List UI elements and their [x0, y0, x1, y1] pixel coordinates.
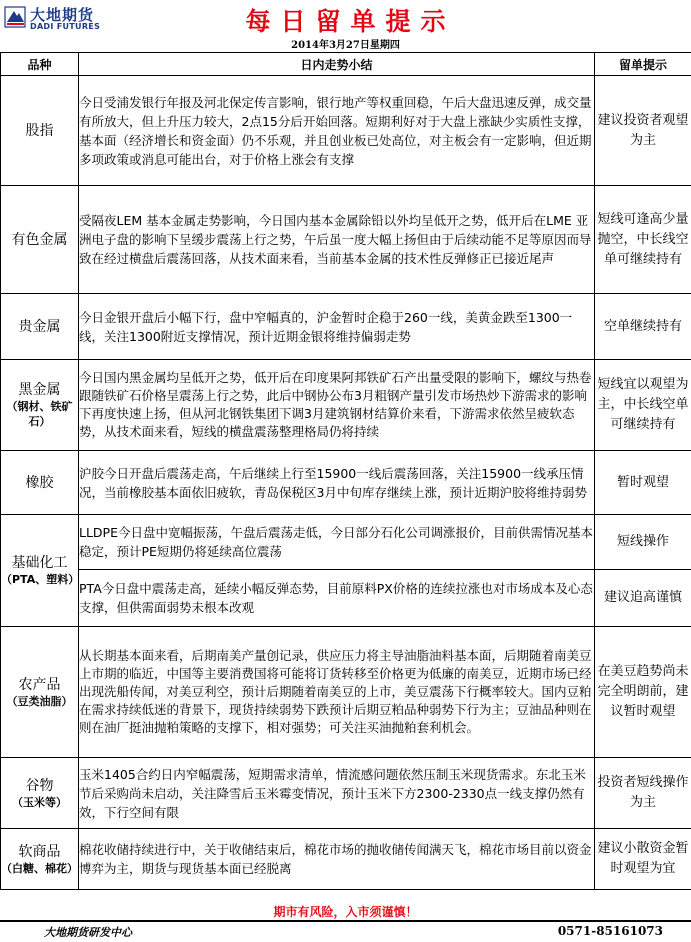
header-advice: 留单提示 — [595, 53, 691, 76]
category-name: 软商品 — [19, 844, 61, 860]
advice-cell: 建议追高谨慎 — [595, 570, 691, 627]
summary-cell: 今日国内黑金属均呈低开之势，低开后在印度果阿邦铁矿石产出量受限的影响下，螺纹与热卷跟随铁矿石价格呈震荡上行之势，此后中钢协公布3月粗钢产量引发市场热炒下游需求的影响下再度快速上扬，但从河北钢铁集团下调3月建筑钢材结算价来看，下游需求依然呈疲软态势，从技术面来看，短线的横盘震荡整理格局仍将持续 — [79, 360, 595, 451]
summary-cell: LLDPE今日盘中宽幅振荡，午盘后震荡走低，今日部分石化公司调涨报价，目前供需情况基本稳定，预计PE短期仍将延续高位震荡 — [79, 515, 595, 570]
advice-cell: 在美豆趋势尚未完全明朗前，建议暂时观望 — [595, 627, 691, 758]
category-subtitle: （白糖、棉花） — [1, 861, 78, 876]
category-cell — [1, 758, 79, 829]
summary-cell: 受隔夜LEM 基本金属走势影响，今日国内基本金属除铅以外均呈低开之势，低开后在LME 亚洲电子盘的影响下呈缓步震荡上行之势，午后虽一度大幅上扬但由于后续动能不足等原因而导致在经过横盘后震荡回落，从技术面来看，当前基本金属的技术性反弹修正已接近尾声 — [79, 186, 595, 294]
footer-phone: 0571-85161073 — [558, 924, 663, 938]
brand-name-en: DADI FUTURES — [30, 22, 100, 31]
advice-cell: 空单继续持有 — [595, 294, 691, 360]
risk-notice: 期市有风险，入市须谨慎！ — [0, 903, 691, 920]
header — [0, 0, 691, 34]
category-name: 有色金属 — [12, 232, 68, 248]
advice-cell: 建议小散资金暂时观望为宜 — [595, 829, 691, 890]
summary-cell: 玉米1405合约日内窄幅震荡，短期需求清单，情流感问题依然压制玉米现货需求。东北玉米节后采购尚未启动，关注降雪后玉米霉变情况，预计玉米下方2300-2330点一线支撑仍然有效，下行空间有限 — [79, 758, 595, 829]
category-name: 基础化工 — [12, 555, 68, 571]
category-cell — [1, 829, 79, 890]
report-date: 2014年3月27日星期四 — [0, 36, 691, 51]
category-name: 谷物 — [26, 778, 54, 794]
table-header-row — [1, 53, 691, 76]
summary-cell: PTA今日盘中震荡走高，延续小幅反弹态势，目前原料PX价格的连续拉涨也对市场成本及心态支撑，但供需面弱势未根本改观 — [79, 570, 595, 627]
table-row — [1, 829, 691, 890]
category-subtitle: （PTA、塑料） — [1, 572, 78, 587]
table-row — [1, 360, 691, 451]
table-row — [1, 570, 691, 627]
brand-name-cn: 大地期货 — [30, 4, 94, 25]
category-cell — [1, 451, 79, 515]
summary-cell: 沪胶今日开盘后震荡走高，午后继续上行至15900一线后震荡回落，关注15900一线承压情况，当前橡胶基本面依旧疲软，青岛保税区3月中旬库存继续上涨，预计近期沪胶将维持弱势 — [79, 451, 595, 515]
table-row — [1, 76, 691, 186]
advice-cell: 短线可逢高少量抛空，中长线空单可继续持有 — [595, 186, 691, 294]
summary-cell: 从长期基本面来看，后期南美产量创记录，供应压力将主导油脂油料基本面，后期随着南美豆上市期的临近，中国等主要消费国将可能将订货转移至价格更为低廉的南美豆，近期市场已经出现洗船传闻，对美豆利空，预计后期随着南美豆的上市，美豆震荡下行概率较大。国内豆粕在需求持续低迷的背景下，现货持续弱势下跌预计后期豆粕品种弱势下行为主；豆油品种则在则在油厂挺油抛粕策略的支撑下，相对强势；可关注买油抛粕套利机会。 — [79, 627, 595, 758]
category-cell — [1, 360, 79, 451]
page-title: 每日留单提示 — [0, 2, 691, 38]
table-row — [1, 515, 691, 570]
advice-cell: 短线宜以观望为主，中长线空单可继续持有 — [595, 360, 691, 451]
summary-cell: 今日金银开盘后小幅下行，盘中窄幅真的，沪金暂时企稳于260一线，美黄金跌至1300一线，关注1300附近支撑情况，预计近期金银将维持偏弱走势 — [79, 294, 595, 360]
footer — [0, 920, 691, 942]
category-name: 农产品 — [19, 677, 61, 693]
advice-cell: 暂时观望 — [595, 451, 691, 515]
category-cell — [1, 515, 79, 627]
summary-cell: 棉花收储持续进行中，关于收储结束后，棉花市场的抛收储传闻满天飞，棉花市场目前以资金博弈为主，期货与现货基本面已经脱离 — [79, 829, 595, 890]
footer-org: 大地期货研发中心 — [44, 924, 132, 940]
table-row — [1, 451, 691, 515]
category-subtitle: （豆类油脂） — [1, 694, 78, 709]
advice-cell: 建议投资者观望为主 — [595, 76, 691, 186]
table-row — [1, 186, 691, 294]
table-row — [1, 627, 691, 758]
category-subtitle: （玉米等） — [1, 795, 78, 810]
advice-cell: 投资者短线操作为主 — [595, 758, 691, 829]
header-summary: 日内走势小结 — [79, 53, 595, 76]
category-subtitle: （钢材、铁矿石） — [1, 399, 78, 429]
advice-table — [0, 52, 691, 890]
category-cell — [1, 186, 79, 294]
table-row — [1, 294, 691, 360]
category-name: 黑金属 — [19, 382, 61, 398]
category-cell — [1, 627, 79, 758]
category-cell — [1, 76, 79, 186]
category-cell — [1, 294, 79, 360]
summary-cell: 今日受浦发银行年报及河北保定传言影响，银行地产等权重回稳，午后大盘迅速反弹，成交量有所放大，但上升压力较大，2点15分后开始回落。短期利好对于大盘上涨缺少实质性支撑，基本面（经济增长和资金面）仍不乐观，并且创业板已处高位，对主板会有一定影响，但近期多项政策或消息可能出台，对于价格上涨会有支撑 — [79, 76, 595, 186]
table-row — [1, 758, 691, 829]
header-category: 品种 — [1, 53, 79, 76]
category-name: 橡胶 — [26, 475, 54, 491]
advice-cell: 短线操作 — [595, 515, 691, 570]
category-name: 贵金属 — [19, 319, 61, 335]
category-name: 股指 — [26, 123, 54, 139]
